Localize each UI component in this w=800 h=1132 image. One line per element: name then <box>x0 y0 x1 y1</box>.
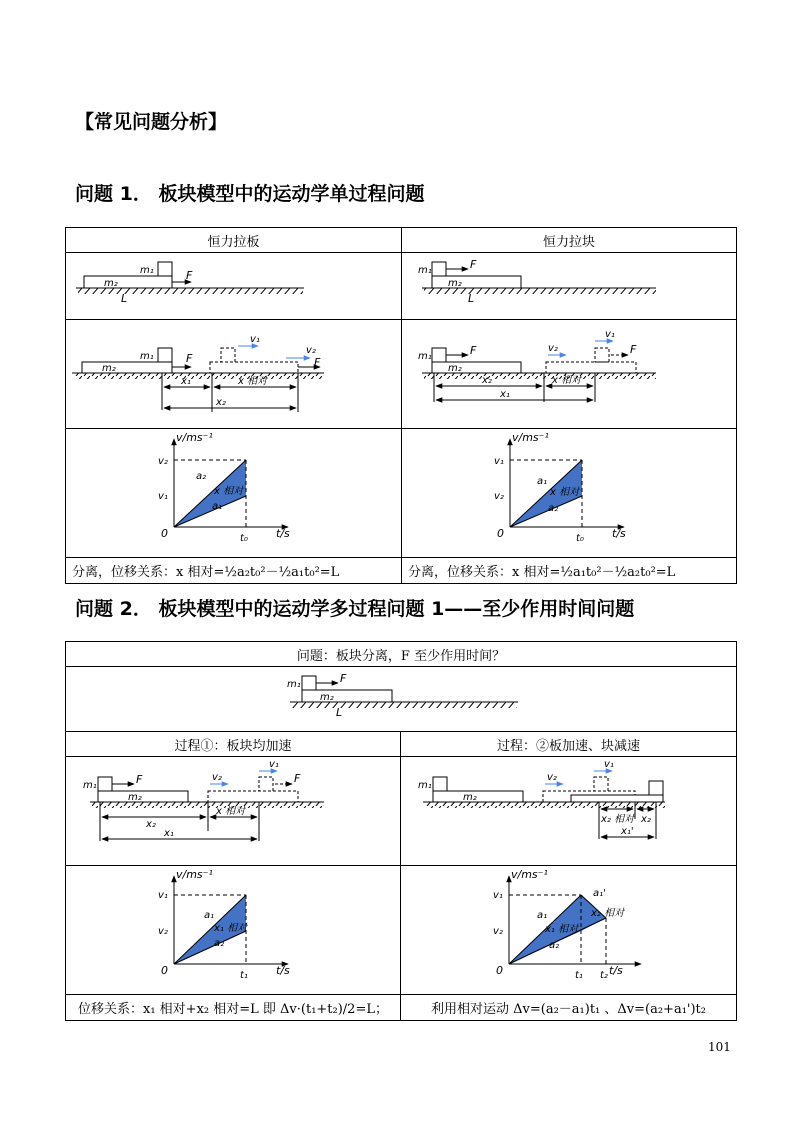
svg-text:F: F <box>314 356 321 369</box>
board <box>432 276 521 288</box>
svg-text:m₂: m₂ <box>463 792 477 803</box>
q2-left-caption: 位移关系：x₁ 相对+x₂ 相对=L 即 Δv·(t₁+t₂)/2=L； <box>66 995 401 1021</box>
l-label: L <box>121 292 128 305</box>
svg-text:t/s: t/s <box>612 527 626 540</box>
svg-text:x 相对: x 相对 <box>214 486 244 497</box>
q1-right-vt-graph <box>402 429 737 557</box>
svg-text:x 相对: x 相对 <box>238 376 268 387</box>
block <box>158 262 172 276</box>
svg-text:x₂: x₂ <box>482 375 492 386</box>
q1-left-vt-graph <box>66 429 402 557</box>
svg-text:v₁: v₁ <box>493 890 503 901</box>
svg-text:v₁: v₁ <box>158 890 168 901</box>
q2-right-caption: 利用相对运动 Δv=(a₂－a₁)t₁ 、Δv=(a₂+a₁')t₂ <box>401 995 737 1021</box>
svg-text:F: F <box>136 773 143 786</box>
svg-text:x₂: x₂ <box>216 397 226 408</box>
svg-text:m₁: m₁ <box>140 351 154 362</box>
m2-label: m₂ <box>448 278 462 289</box>
q2-table <box>65 641 737 1021</box>
f-label: F <box>470 258 477 271</box>
svg-text:m₁: m₁ <box>287 679 301 690</box>
svg-text:a₁: a₁ <box>204 910 215 921</box>
svg-text:t₀: t₀ <box>576 533 584 544</box>
svg-text:x₂: x₂ <box>641 814 651 825</box>
svg-text:x₂: x₂ <box>146 819 156 830</box>
l-label: L <box>468 292 475 305</box>
svg-text:a₂: a₂ <box>214 938 225 949</box>
svg-text:v₁: v₁ <box>605 329 615 340</box>
svg-text:0: 0 <box>161 527 168 540</box>
svg-text:a₁': a₁' <box>593 888 606 899</box>
q2-setup-diagram <box>66 667 737 731</box>
m1-label: m₁ <box>418 265 432 276</box>
svg-text:t₂: t₂ <box>600 970 608 981</box>
svg-text:v₂: v₂ <box>306 345 316 356</box>
svg-text:v/ms⁻¹: v/ms⁻¹ <box>512 431 549 444</box>
svg-text:x₂ 相对: x₂ 相对 <box>601 814 635 825</box>
q1-right-setup-diagram <box>402 253 737 319</box>
q2-col-right-header: 过程：②板加速、块减速 <box>401 732 737 757</box>
q1-left-motion-cell <box>66 320 402 429</box>
q1-right-setup-cell <box>402 253 737 320</box>
svg-text:L: L <box>336 706 343 719</box>
q2-left-motion-cell <box>66 757 401 866</box>
svg-text:v₂: v₂ <box>548 343 558 354</box>
q2-question: 问题：板块分离，F 至少作用时间？ <box>66 642 737 667</box>
svg-text:m₂: m₂ <box>320 692 334 703</box>
q1-left-graph-cell <box>66 429 402 558</box>
svg-text:a₂: a₂ <box>548 503 559 514</box>
q1-left-setup-cell <box>66 253 402 320</box>
section-title: 【常见问题分析】 <box>75 111 228 133</box>
svg-text:v/ms⁻¹: v/ms⁻¹ <box>176 868 213 881</box>
svg-text:0: 0 <box>496 964 503 977</box>
f-label: F <box>186 269 193 282</box>
q2-setup-cell <box>66 667 737 732</box>
svg-text:v/ms⁻¹: v/ms⁻¹ <box>511 868 548 881</box>
page-number: 101 <box>708 1040 731 1054</box>
svg-text:v₂: v₂ <box>212 772 222 783</box>
svg-text:a₁: a₁ <box>212 501 223 512</box>
svg-text:v/ms⁻¹: v/ms⁻¹ <box>176 431 213 444</box>
svg-text:0: 0 <box>497 527 504 540</box>
q1-right-caption: 分离，位移关系：x 相对=½a₁t₀²－½a₂t₀²=L <box>402 558 737 584</box>
q1-col-right-header: 恒力拉块 <box>402 228 737 253</box>
block <box>432 262 446 276</box>
board <box>84 276 172 288</box>
q1-right-motion-diagram <box>402 320 737 428</box>
q2-left-vt-graph <box>66 866 401 994</box>
q1-col-left-header: 恒力拉板 <box>66 228 402 253</box>
svg-text:v₂: v₂ <box>547 772 557 783</box>
svg-text:F: F <box>186 352 193 365</box>
svg-text:t₀: t₀ <box>240 533 248 544</box>
svg-text:x₁ 相对: x₁ 相对 <box>545 924 579 935</box>
svg-text:x₁: x₁ <box>500 389 510 400</box>
svg-text:x₁: x₁ <box>164 828 174 839</box>
q1-right-motion-cell <box>402 320 737 429</box>
svg-text:F: F <box>340 672 347 685</box>
svg-text:t/s: t/s <box>276 964 290 977</box>
svg-text:v₂: v₂ <box>493 926 503 937</box>
q2-right-motion-diagram <box>401 757 737 865</box>
svg-text:v₁: v₁ <box>158 491 168 502</box>
svg-text:0: 0 <box>161 964 168 977</box>
svg-text:v₁: v₁ <box>269 759 279 770</box>
svg-text:F: F <box>630 343 637 356</box>
svg-text:m₂: m₂ <box>128 792 142 803</box>
svg-text:a₁: a₁ <box>537 910 548 921</box>
svg-text:F: F <box>470 344 477 357</box>
q2-right-graph-cell <box>401 866 737 995</box>
svg-text:a₁: a₁ <box>537 476 548 487</box>
svg-text:m₁: m₁ <box>83 780 97 791</box>
svg-text:m₁: m₁ <box>418 780 432 791</box>
svg-text:v₂: v₂ <box>158 926 168 937</box>
m1-label: m₁ <box>140 265 154 276</box>
q1-title: 问题 1． 板块模型中的运动学单过程问题 <box>75 183 425 205</box>
q2-left-motion-diagram <box>66 757 401 865</box>
svg-text:x₁': x₁' <box>621 826 634 837</box>
svg-text:t₁: t₁ <box>575 970 583 981</box>
q2-col-left-header: 过程①：板块均加速 <box>66 732 401 757</box>
q2-left-graph-cell <box>66 866 401 995</box>
svg-text:v₁: v₁ <box>250 334 260 345</box>
q2-title: 问题 2． 板块模型中的运动学多过程问题 1——至少作用时间问题 <box>75 598 635 620</box>
svg-text:m₂: m₂ <box>448 363 462 374</box>
svg-text:x 相对: x 相对 <box>216 806 246 817</box>
svg-text:x 相对: x 相对 <box>552 375 582 386</box>
q1-left-setup-diagram <box>66 253 402 319</box>
svg-text:t/s: t/s <box>276 527 290 540</box>
q1-left-motion-diagram <box>66 320 402 428</box>
svg-text:t/s: t/s <box>609 964 623 977</box>
m2-label: m₂ <box>104 278 118 289</box>
svg-text:v₂: v₂ <box>158 456 168 467</box>
q1-table <box>65 227 737 584</box>
svg-text:x₂ 相对: x₂ 相对 <box>591 908 625 919</box>
svg-text:x₁: x₁ <box>181 376 191 387</box>
svg-text:v₁: v₁ <box>494 456 504 467</box>
svg-text:a₂: a₂ <box>196 471 207 482</box>
q1-right-graph-cell <box>402 429 737 558</box>
svg-text:a₂: a₂ <box>549 940 560 951</box>
svg-text:x 相对: x 相对 <box>550 487 580 498</box>
q1-left-caption: 分离，位移关系：x 相对=½a₂t₀²－½a₁t₀²=L <box>66 558 402 584</box>
svg-text:v₁: v₁ <box>604 759 614 770</box>
q2-right-vt-graph <box>401 866 737 994</box>
svg-text:m₁: m₁ <box>418 351 432 362</box>
svg-text:x₁ 相对: x₁ 相对 <box>214 923 248 934</box>
svg-text:t₁: t₁ <box>240 970 248 981</box>
q2-right-motion-cell <box>401 757 737 866</box>
svg-text:F: F <box>294 772 301 785</box>
svg-text:m₂: m₂ <box>102 363 116 374</box>
svg-text:v₂: v₂ <box>494 491 504 502</box>
